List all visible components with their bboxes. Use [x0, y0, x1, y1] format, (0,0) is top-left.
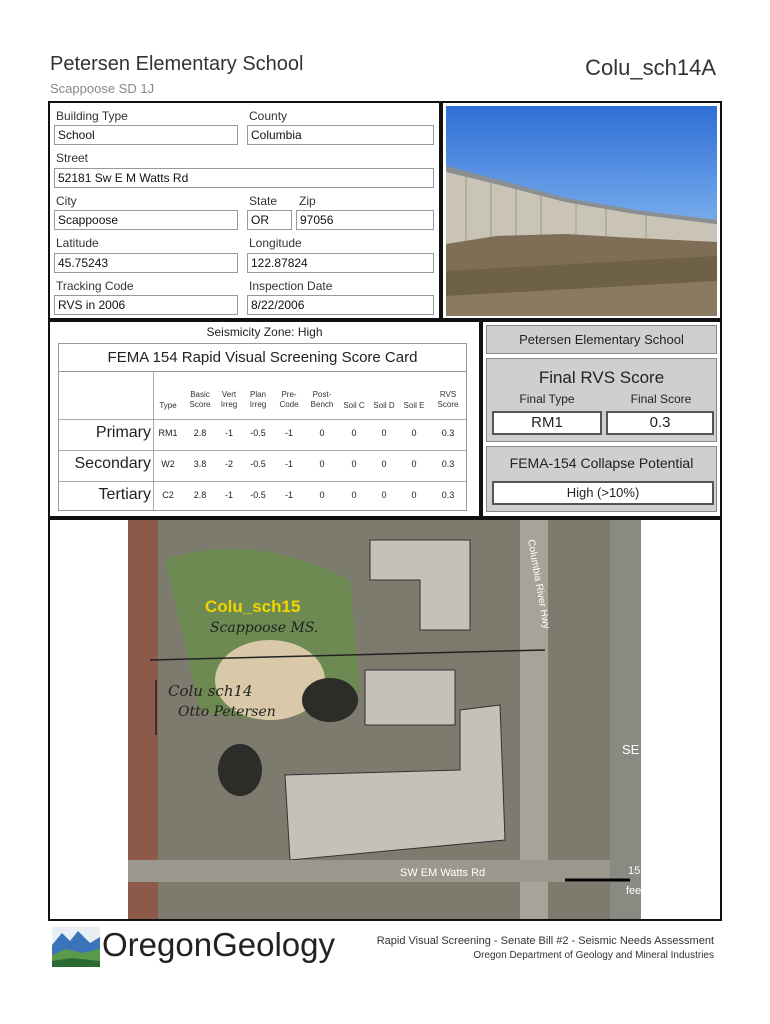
tracking-code-field: RVS in 2006	[54, 295, 238, 315]
map-label-main: Colu_sch15	[205, 597, 301, 616]
score-cell: 0	[411, 490, 417, 500]
zip-label: Zip	[299, 194, 316, 208]
score-cell: 0.3	[441, 459, 455, 469]
col-soil-c: Soil C	[343, 401, 365, 410]
score-cell: 0	[319, 428, 325, 438]
map-label-site: Colu sch14	[168, 682, 253, 700]
latitude-field: 45.75243	[54, 253, 238, 273]
col-soil-d: Soil D	[373, 401, 395, 410]
aerial-map	[50, 520, 720, 919]
score-cell: 0	[411, 459, 417, 469]
score-cell: 0.3	[441, 428, 455, 438]
map-scale-unit: fee	[626, 885, 642, 897]
city-field: Scappoose	[54, 210, 238, 230]
score-cell: 0	[319, 490, 325, 500]
row-label-tertiary: Tertiary	[98, 486, 151, 503]
score-cell: 3.8	[193, 459, 207, 469]
aerial-map-panel	[48, 518, 722, 921]
state-field: OR	[247, 210, 292, 230]
score-cell: 0	[351, 459, 357, 469]
score-cell: -1	[224, 428, 233, 438]
score-cell: -1	[284, 490, 293, 500]
score-cell: -1	[284, 428, 293, 438]
zip-field: 97056	[296, 210, 434, 230]
score-cell: 0	[381, 459, 387, 469]
final-score-panel	[481, 320, 722, 518]
score-cell: 0	[381, 490, 387, 500]
row-label-secondary: Secondary	[74, 455, 151, 472]
footer-line-1: Rapid Visual Screening - Senate Bill #2 - Seismic Needs Assessment	[376, 935, 714, 947]
score-cell: -1	[284, 459, 293, 469]
col-rvs-score: RVS Score	[437, 390, 459, 409]
county-field: Columbia	[247, 125, 434, 145]
col-basic-score: Basic Score	[189, 390, 211, 409]
score-cell: -0.5	[250, 459, 266, 469]
col-soil-e: Soil E	[403, 401, 425, 410]
longitude-label: Longitude	[249, 236, 302, 250]
collapse-potential-title: FEMA-154 Collapse Potential	[509, 455, 694, 471]
footer-line-2: Oregon Department of Geology and Mineral Industries	[473, 950, 714, 961]
score-cell: 2.8	[193, 428, 207, 438]
final-score-value: 0.3	[606, 411, 714, 435]
final-score-label: Final Score	[630, 392, 692, 406]
county-label: County	[249, 109, 288, 123]
building-photo-panel	[441, 101, 722, 320]
inspection-date-label: Inspection Date	[249, 279, 333, 293]
street-field: 52181 Sw E M Watts Rd	[54, 168, 434, 188]
map-river-hwy: Columbia River Hwy	[525, 538, 552, 630]
seismicity-zone: Seismicity Zone: High	[206, 325, 323, 339]
building-info-panel	[48, 101, 441, 320]
map-se-label: SE	[622, 742, 640, 757]
building-type-label: Building Type	[56, 109, 128, 123]
oregon-geology-logo-icon	[52, 927, 100, 967]
final-rvs-title: Final RVS Score	[538, 368, 665, 387]
score-cell: C2	[162, 490, 174, 500]
score-cell: W2	[161, 459, 175, 469]
col-vert-irreg: Vert Irreg	[220, 390, 238, 409]
inspection-date-field: 8/22/2006	[247, 295, 434, 315]
score-cell: 0	[411, 428, 417, 438]
collapse-potential-value: High (>10%)	[492, 481, 714, 505]
building-type-field: School	[54, 125, 238, 145]
score-cell: -0.5	[250, 428, 266, 438]
latitude-label: Latitude	[56, 236, 99, 250]
score-card-title: FEMA 154 Rapid Visual Screening Score Card	[59, 344, 466, 372]
score-cell: -0.5	[250, 490, 266, 500]
final-type-label: Final Type	[519, 392, 575, 406]
score-cell: 0	[381, 428, 387, 438]
score-cell: 0	[351, 428, 357, 438]
tracking-code-label: Tracking Code	[56, 279, 134, 293]
score-card-table	[58, 343, 467, 511]
score-cell: -2	[224, 459, 233, 469]
score-card-panel	[48, 320, 481, 518]
map-label-sub: Scappoose MS.	[210, 620, 319, 636]
score-cell: 0	[319, 459, 325, 469]
final-rvs-box	[486, 358, 717, 442]
col-type: Type	[159, 401, 177, 410]
score-cell: 2.8	[193, 490, 207, 500]
score-cell: 0.3	[441, 490, 455, 500]
col-plan-irreg: Plan Irreg	[249, 390, 267, 409]
final-type-value: RM1	[492, 411, 602, 435]
map-label-site2: Otto Petersen	[178, 704, 276, 720]
map-scale-label: 15	[628, 865, 641, 877]
score-cell: RM1	[158, 428, 178, 438]
state-label: State	[249, 194, 278, 208]
score-cell: 0	[351, 490, 357, 500]
score-cell: -1	[224, 490, 233, 500]
col-post-bench: Post- Bench	[310, 390, 334, 409]
map-road-label: SW EM Watts Rd	[400, 867, 486, 879]
final-school-name: Petersen Elementary School	[486, 325, 717, 354]
logo-text: OregonGeology	[102, 926, 335, 963]
building-photo	[446, 106, 717, 316]
collapse-potential-box	[486, 446, 717, 512]
longitude-field: 122.87824	[247, 253, 434, 273]
street-label: Street	[56, 151, 89, 165]
col-pre-code: Pre- Code	[279, 390, 299, 409]
city-label: City	[56, 194, 77, 208]
page-title: Petersen Elementary School	[50, 53, 304, 75]
row-label-primary: Primary	[95, 424, 151, 441]
district-name: Scappoose SD 1J	[50, 81, 155, 96]
site-id: Colu_sch14A	[585, 55, 716, 80]
